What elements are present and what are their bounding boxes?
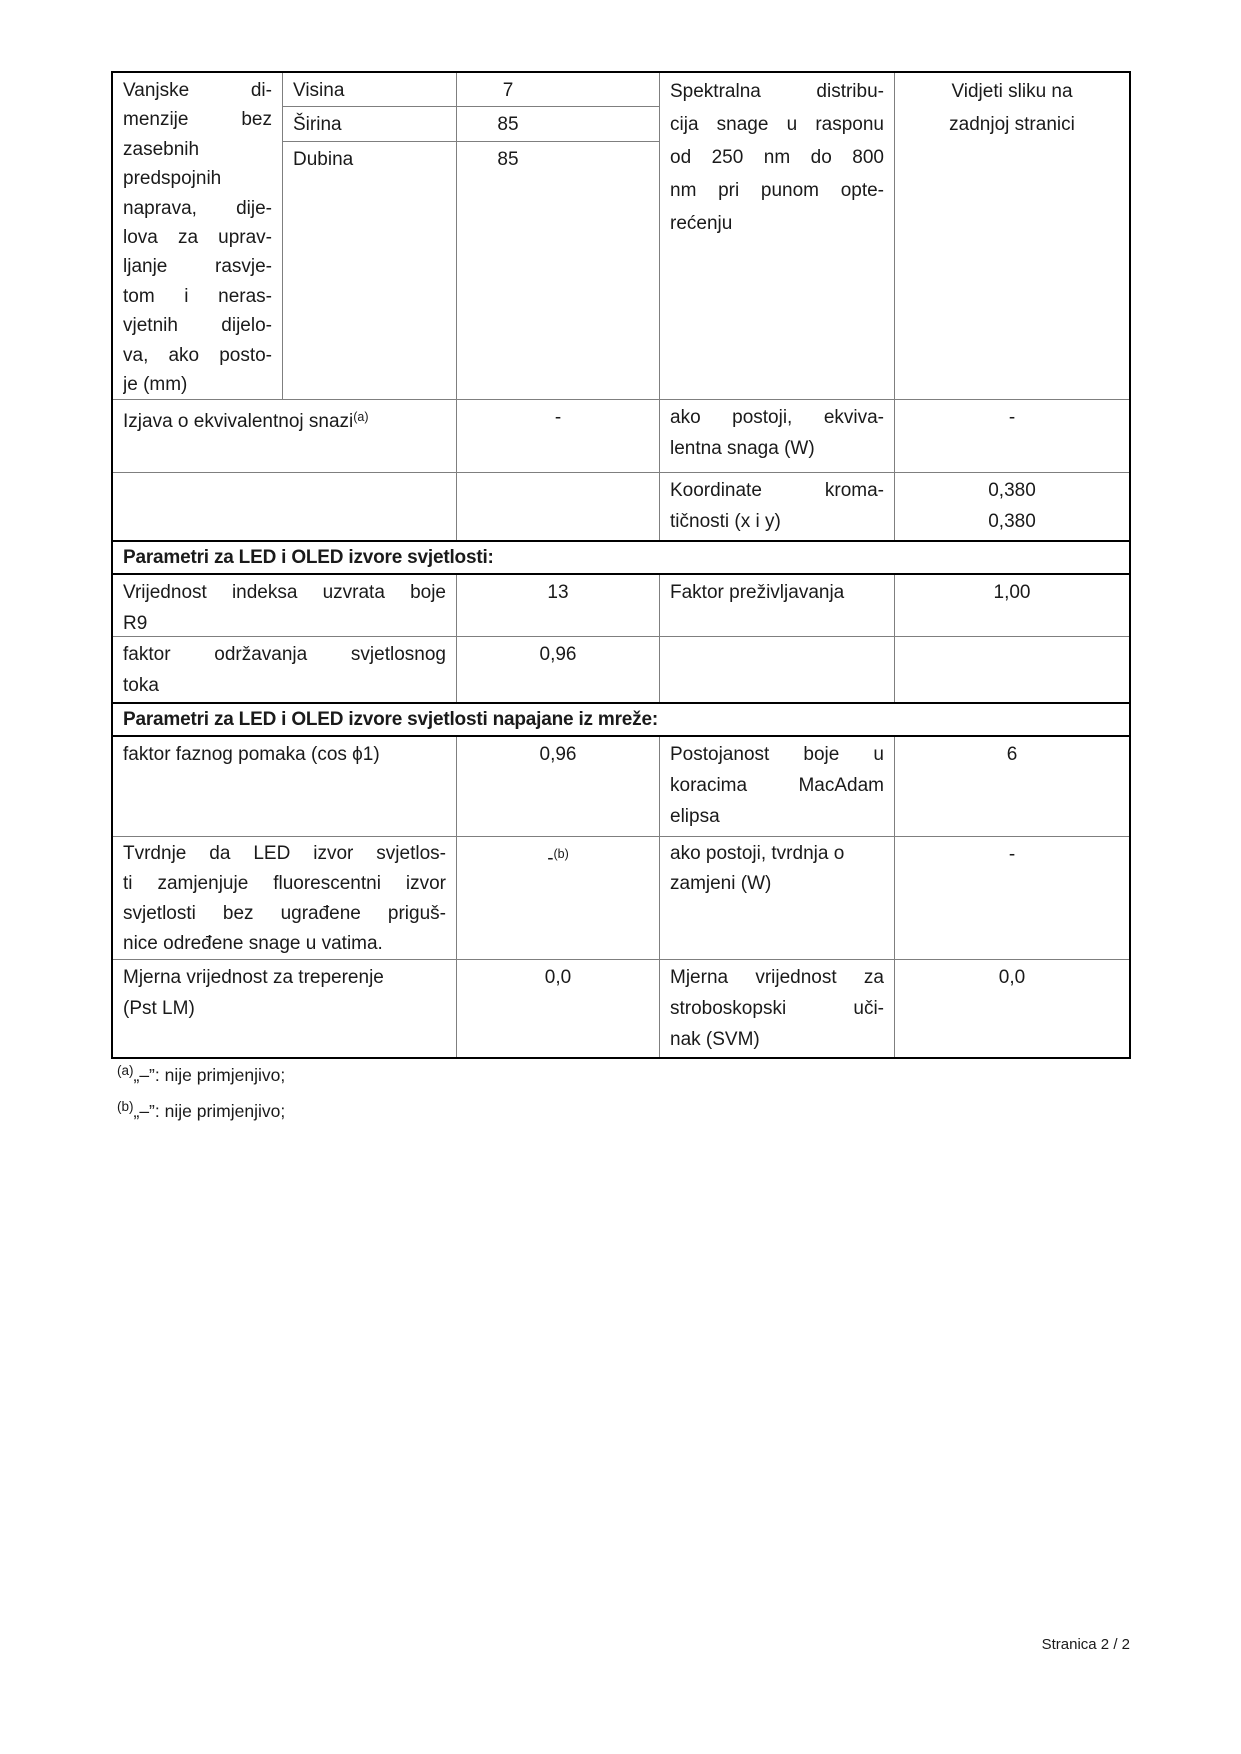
text-line: rećenju [670, 213, 733, 234]
cell-dimensions-label [113, 73, 283, 400]
text-line: nm pri punom opte- [670, 180, 884, 201]
text-line: ako postoji, ekviva- [670, 407, 884, 428]
cell-flicker-value: 0,0 [457, 960, 660, 1057]
cell-height-label: Visina [283, 73, 457, 107]
section-header-led: Parametri za LED i OLED izvore svjetlosti: [113, 540, 1129, 575]
cell-empty-right-value [895, 637, 1129, 702]
cell-lumen-maintenance-value: 0,96 [457, 637, 660, 702]
cell-depth-value: 85 [457, 142, 660, 400]
text-line: (Pst LM) [123, 998, 195, 1019]
cell-empty-right-label [660, 637, 895, 702]
cell-empty-value [457, 473, 660, 540]
cell-survival-factor-value: 1,00 [895, 575, 1129, 637]
cell-equivalent-power-right-label [660, 400, 895, 473]
cell-width-value: 85 [457, 107, 660, 142]
text-line: lova za uprav- [123, 227, 272, 249]
cell-r9-value: 13 [457, 575, 660, 637]
cell-r9-label [113, 575, 457, 637]
text-line: nice određene snage u vatima. [123, 933, 383, 954]
text-line: Tvrdnje da LED izvor svjetlos- [123, 843, 446, 864]
cell-equivalent-power-label [113, 400, 457, 473]
cell-spectral-value [895, 73, 1129, 400]
text-line: cija snage u rasponu [670, 114, 884, 135]
text-line: Mjerna vrijednost za [670, 967, 884, 988]
footnote-b-text: „–”: nije primjenjivo; [133, 1101, 286, 1121]
cell-colour-consistency-label [660, 737, 895, 837]
cell-width-label: Širina [283, 107, 457, 142]
text-line: je (mm) [123, 374, 188, 396]
cell-empty-label [113, 473, 457, 540]
text-line: Koordinate kroma- [670, 480, 884, 501]
cell-chromaticity-value [895, 473, 1129, 540]
value-text: - [547, 848, 554, 869]
cell-lumen-maintenance-label [113, 637, 457, 702]
text-line: Vanjske di- [123, 80, 272, 101]
text-line: 0,380 [988, 480, 1036, 501]
text-line: Postojanost boje u [670, 744, 884, 765]
cell-colour-consistency-value: 6 [895, 737, 1129, 837]
text-line: menzije bez [123, 109, 272, 131]
text-line: vjetnih dijelo- [123, 315, 272, 337]
cell-stroboscopic-label [660, 960, 895, 1057]
text-line: Spektralna distribu- [670, 81, 884, 102]
footnotes [117, 1058, 285, 1130]
cell-chromaticity-label [660, 473, 895, 540]
text-line: koracima MacAdam [670, 775, 884, 796]
text-line: zamjeni (W) [670, 873, 772, 894]
text-line: tičnosti (x i y) [670, 511, 781, 532]
text-line: Vidjeti sliku na [951, 81, 1073, 102]
footnote-a [117, 1058, 285, 1094]
product-info-table [111, 71, 1131, 1059]
cell-equivalent-power-right-value: - [895, 400, 1129, 473]
cell-replacement-claim-value [457, 837, 660, 960]
footnote-ref-a: (a) [353, 410, 369, 424]
text-line: od 250 nm do 800 [670, 147, 884, 168]
cell-power-factor-value: 0,96 [457, 737, 660, 837]
text-line: va, ako posto- [123, 344, 272, 366]
text-line: naprava, dije- [123, 197, 272, 219]
footnote-b [117, 1094, 285, 1130]
text-line: elipsa [670, 806, 720, 827]
text-line: lentna snaga (W) [670, 438, 815, 459]
cell-replacement-right-label [660, 837, 895, 960]
text-line: ti zamjenjuje fluorescentni izvor [123, 873, 446, 894]
cell-height-value: 7 [457, 73, 660, 107]
cell-spectral-label [660, 73, 895, 400]
text-line: faktor održavanja svjetlosnog [123, 644, 446, 665]
cell-equivalent-power-value: - [457, 400, 660, 473]
text-line: predspojnih [123, 168, 222, 190]
text-line: ako postoji, tvrdnja o [670, 843, 845, 864]
cell-depth-label: Dubina [283, 142, 457, 400]
footnote-a-marker: (a) [117, 1063, 134, 1078]
text-line: 0,380 [988, 511, 1036, 532]
page-number: Stranica 2 / 2 [1041, 1636, 1130, 1653]
text-line: tom i neras- [123, 285, 272, 307]
cell-power-factor-label: faktor faznog pomaka (cos ϕ1) [113, 737, 457, 837]
footnote-a-text: „–”: nije primjenjivo; [133, 1065, 286, 1085]
label-text: Izjava o ekvivalentnoj snazi [123, 411, 354, 432]
cell-flicker-label [113, 960, 457, 1057]
section-header-mains: Parametri za LED i OLED izvore svjetlosti napajane iz mreže: [113, 702, 1129, 737]
text-line: ljanje rasvje- [123, 256, 272, 278]
cell-survival-factor-label: Faktor preživljavanja [660, 575, 895, 637]
text-line: zadnjoj stranici [949, 114, 1075, 135]
text-line: stroboskopski uči- [670, 998, 884, 1019]
text-line: toka [123, 675, 159, 696]
cell-stroboscopic-value: 0,0 [998, 967, 1026, 988]
text-line: Mjerna vrijednost za treperenje [123, 967, 384, 988]
text-line: R9 [123, 613, 148, 634]
footnote-b-marker: (b) [117, 1099, 134, 1114]
text-line: svjetlosti bez ugrađene priguš- [123, 903, 446, 924]
footnote-ref-b: (b) [553, 847, 569, 861]
text-line: nak (SVM) [670, 1029, 760, 1050]
cell-replacement-claim-label [113, 837, 457, 960]
text-line: zasebnih [123, 138, 200, 160]
text-line: Vrijednost indeksa uzvrata boje [123, 582, 446, 603]
cell-replacement-right-value: - [895, 837, 1129, 960]
